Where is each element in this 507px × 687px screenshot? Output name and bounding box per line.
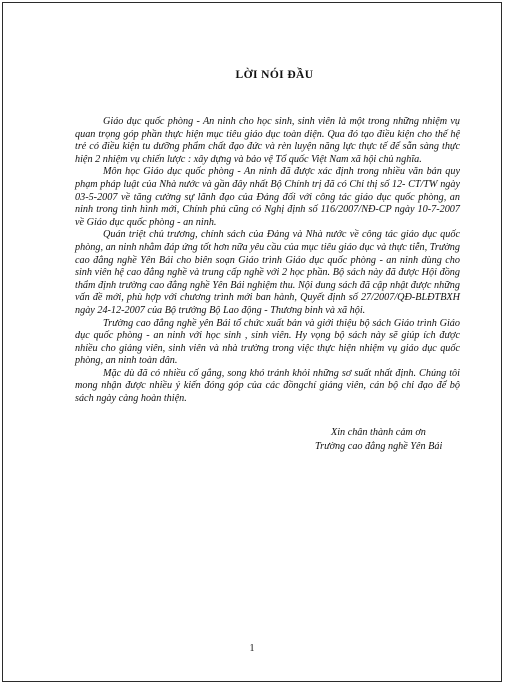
page-title: LỜI NÓI ĐẦU xyxy=(235,69,314,81)
signature-thanks: Xin chân thành cảm ơn xyxy=(331,426,426,438)
page-number: 1 xyxy=(249,643,255,654)
page-content xyxy=(75,69,460,454)
paragraph-5: Mặc dù đã có nhiều cố gắng, song khó tránh khỏi những sơ suất nhất định. Chúng tôi mong nhận được nhiều ý kiến đóng góp của các đồngchí giảng viên, cán bộ chỉ đạo để bộ sách ngày càng hoàn thiện. xyxy=(75,367,460,405)
page xyxy=(2,2,502,682)
body-text xyxy=(75,116,460,406)
paragraph-4: Trường cao đẳng nghề yên Bái tổ chức xuất bản và giới thiệu bộ sách Giáo trình Giáo dục quốc phòng - an ninh với học sinh , sinh viên. Hy vọng bộ sách này sẽ giúp ích được nhiều cho giảng viên, sinh viên và nhà trường trong việc thực hiện nhiệm vụ giáo dục quốc phòng, an ninh toàn dân. xyxy=(75,317,460,367)
paragraph-3: Quán triệt chủ trương, chính sách của Đảng và Nhà nước về công tác giáo dục quốc phòng, an ninh nhằm đáp ứng tốt hơn nữa yêu cầu của mục tiêu giáo dục và thực tiễn, Trường cao đẳng nghề Yên Bái cho biên soạn Giáo trình Giáo dục quốc phòng - an ninh dùng cho sinh viên hệ cao đẳng nghề và trung cấp nghề với 2 học phần. Bộ sách này đã được Hội đồng thẩm định trường cao đẳng nghề Yên Bái nghiệm thu. Nội dung sách đã cập nhật được những vấn đề mới, phù hợp với chương trình mới ban hành, Quyết định số 27/2007/QĐ-BLĐTBXH ngày 24-12-2007 của Bộ trưởng Bộ Lao động - Thương binh và xã hội. xyxy=(75,229,460,316)
paragraph-1: Giáo dục quốc phòng - An ninh cho học sinh, sinh viên là một trong những nhiệm vụ quan trọng góp phần thực hiện mục tiêu giáo dục toàn diện. Qua đó tạo điều kiện cho thế hệ trẻ có điều kiện tu dưỡng phẩm chất đạo đức và rèn luyện năng lực thực tế để sẵn sàng thực hiện 2 nhiệm vụ chiến lược : xây dựng và bảo vệ Tổ quốc Việt Nam xã hội chủ nghĩa. xyxy=(75,116,460,165)
signature-block xyxy=(75,426,460,454)
paragraph-2: Môn học Giáo dục quốc phòng - An ninh đã được xác định trong nhiều văn bản quy phạm pháp luật của Nhà nước và gần đây nhất Bộ Chính trị đã có Chỉ thị số 12- CT/TW ngày 03-5-2007 về tăng cường sự lãnh đạo của Đảng đối với công tác giáo dục quốc phòng, an ninh trong tình hình mới, Chính phủ cũng có Nghị định số 116/2007/NĐ-CP ngày 10-7-2007 về Giáo dục quốc phòng - an ninh. xyxy=(75,166,460,228)
signature-author: Trường cao đẳng nghề Yên Bái xyxy=(315,440,443,452)
